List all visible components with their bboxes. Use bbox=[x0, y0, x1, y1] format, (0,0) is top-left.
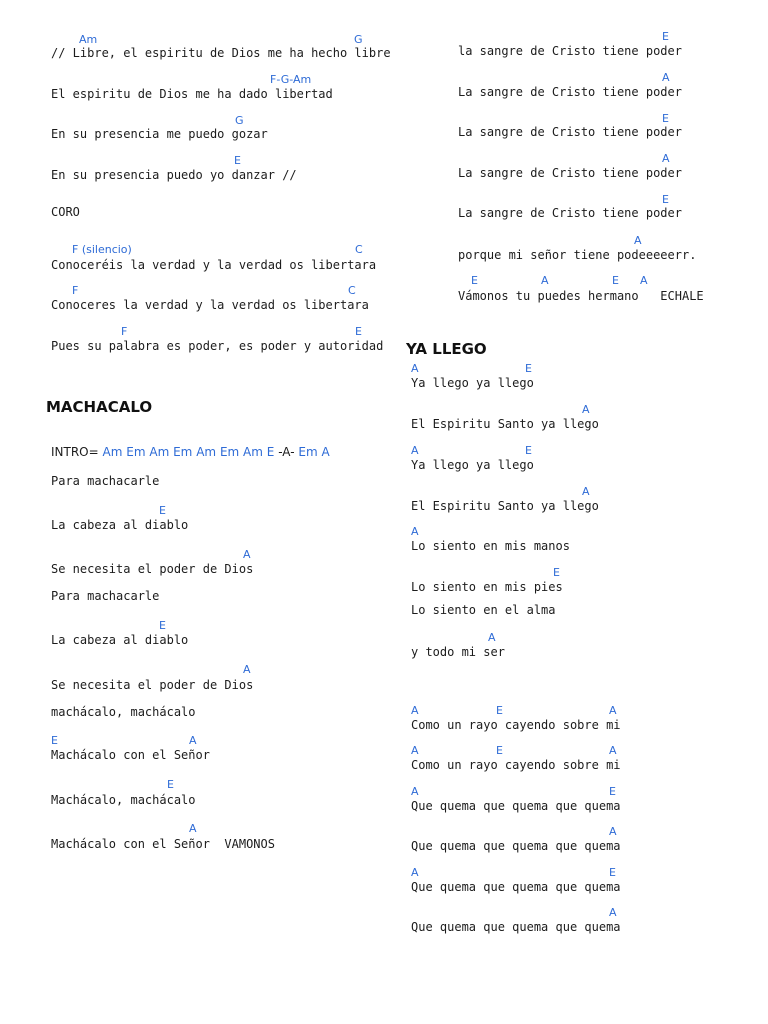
chord: A bbox=[634, 234, 642, 247]
chord: E bbox=[609, 866, 616, 879]
chord: E bbox=[496, 744, 503, 757]
lyric-line: Que quema que quema que quema bbox=[411, 920, 621, 934]
lyric-line: Como un rayo cayendo sobre mi bbox=[411, 758, 621, 772]
lyric-line: Pues su palabra es poder, es poder y autoridad bbox=[51, 339, 384, 353]
lyric-line: // Libre, el espiritu de Dios me ha hecho libre bbox=[51, 46, 391, 60]
lyric-line: Que quema que quema que quema bbox=[411, 799, 621, 813]
chord: F-G-Am bbox=[270, 73, 312, 86]
chord: G bbox=[235, 114, 244, 127]
lyric-line: Se necesita el poder de Dios bbox=[51, 562, 254, 576]
chord: E bbox=[159, 504, 166, 517]
chord: A bbox=[243, 663, 251, 676]
lyric-line: En su presencia me puedo gozar bbox=[51, 127, 268, 141]
section-label-coro: CORO bbox=[51, 205, 80, 219]
lyric-line: El Espiritu Santo ya llego bbox=[411, 417, 599, 431]
chord: F (silencio) bbox=[72, 243, 132, 256]
lyric-line: machácalo, machácalo bbox=[51, 705, 196, 719]
song-title-machacalo: MACHACALO bbox=[46, 398, 153, 416]
chord: E bbox=[355, 325, 362, 338]
chord: G bbox=[354, 33, 363, 46]
chord: E bbox=[609, 785, 616, 798]
lyric-line: Machácalo con el Señor bbox=[51, 748, 210, 762]
chord: A bbox=[662, 152, 670, 165]
lyric-line: La sangre de Cristo tiene poder bbox=[458, 125, 682, 139]
chord: A bbox=[609, 906, 617, 919]
lyric-line: Machácalo, machácalo bbox=[51, 793, 196, 807]
chord: A bbox=[189, 734, 197, 747]
chord: E bbox=[612, 274, 619, 287]
chord: A bbox=[411, 362, 419, 375]
chord: A bbox=[411, 785, 419, 798]
lyric-line: El Espiritu Santo ya llego bbox=[411, 499, 599, 513]
chord: A bbox=[609, 825, 617, 838]
chord: A bbox=[411, 704, 419, 717]
lyric-line: Lo siento en mis manos bbox=[411, 539, 570, 553]
chord: E bbox=[234, 154, 241, 167]
lyric-line: La cabeza al diablo bbox=[51, 518, 189, 532]
chord: Am bbox=[196, 445, 217, 459]
chord: A bbox=[609, 704, 617, 717]
chord: E bbox=[553, 566, 560, 579]
chord: A bbox=[411, 744, 419, 757]
chord: Am bbox=[102, 445, 123, 459]
lyric-line: Para machacarle bbox=[51, 589, 160, 603]
chord: F bbox=[121, 325, 128, 338]
lyric-line: Ya llego ya llego bbox=[411, 376, 534, 390]
chord: Am bbox=[149, 445, 170, 459]
chord: A bbox=[411, 866, 419, 879]
lyric-line: Machácalo con el Señor VAMONOS bbox=[51, 837, 275, 851]
chord: C bbox=[348, 284, 356, 297]
chord: A bbox=[243, 548, 251, 561]
lyric-line: Conoceréis la verdad y la verdad os libertara bbox=[51, 258, 377, 272]
lyric-line: porque mi señor tiene podeeeeerr. bbox=[458, 248, 697, 262]
lyric-line: El espiritu de Dios me ha dado libertad bbox=[51, 87, 333, 101]
chord: A bbox=[582, 403, 590, 416]
chord: E bbox=[266, 445, 275, 459]
chord: E bbox=[525, 362, 532, 375]
chord: Em bbox=[298, 445, 318, 459]
chord: A bbox=[189, 822, 197, 835]
lyric-line: Que quema que quema que quema bbox=[411, 839, 621, 853]
chord: A bbox=[411, 444, 419, 457]
chord: Am bbox=[243, 445, 263, 459]
chord: F bbox=[72, 284, 79, 297]
lyric-line: La sangre de Cristo tiene poder bbox=[458, 206, 682, 220]
lyric-line: Vámonos tu puedes hermano ECHALE bbox=[458, 289, 704, 303]
chord: Em bbox=[173, 445, 193, 459]
lyric-line: Lo siento en el alma bbox=[411, 603, 556, 617]
chord: A bbox=[662, 71, 670, 84]
chord: A bbox=[321, 445, 330, 459]
chord: A bbox=[411, 525, 419, 538]
chord: Em bbox=[219, 445, 240, 459]
chord: E bbox=[662, 30, 669, 43]
intro-line bbox=[51, 445, 330, 459]
lyric-line: La sangre de Cristo tiene poder bbox=[458, 166, 682, 180]
chord: E bbox=[662, 112, 669, 125]
chord: A bbox=[582, 485, 590, 498]
chord: E bbox=[167, 778, 174, 791]
chord: A bbox=[488, 631, 496, 644]
chord: E bbox=[471, 274, 478, 287]
lyric-line: En su presencia puedo yo danzar // bbox=[51, 168, 297, 182]
chord: E bbox=[496, 704, 503, 717]
chord: E bbox=[159, 619, 166, 632]
chord: A bbox=[541, 274, 549, 287]
lyric-line: la sangre de Cristo tiene poder bbox=[458, 44, 682, 58]
chord: Am bbox=[79, 33, 98, 46]
song-title-ya-llego: YA LLEGO bbox=[406, 340, 487, 358]
lyric-line: La sangre de Cristo tiene poder bbox=[458, 85, 682, 99]
lyric-line: Que quema que quema que quema bbox=[411, 880, 621, 894]
lyric-line: Como un rayo cayendo sobre mi bbox=[411, 718, 621, 732]
chord: A bbox=[640, 274, 648, 287]
chord: E bbox=[662, 193, 669, 206]
chord: A bbox=[609, 744, 617, 757]
intro-label: INTRO= bbox=[51, 445, 99, 459]
lyric-line: La cabeza al diablo bbox=[51, 633, 189, 647]
lyric-line: Se necesita el poder de Dios bbox=[51, 678, 254, 692]
intro-separator: -A- bbox=[278, 445, 295, 459]
lyric-line: y todo mi ser bbox=[411, 645, 505, 659]
lyric-line: Ya llego ya llego bbox=[411, 458, 534, 472]
lyric-line: Para machacarle bbox=[51, 474, 160, 488]
chord: E bbox=[51, 734, 58, 747]
lyric-line: Lo siento en mis pies bbox=[411, 580, 563, 594]
chord: E bbox=[525, 444, 532, 457]
chord: C bbox=[355, 243, 363, 256]
chord: Em bbox=[126, 445, 146, 459]
lyric-line: Conoceres la verdad y la verdad os libertara bbox=[51, 298, 369, 312]
